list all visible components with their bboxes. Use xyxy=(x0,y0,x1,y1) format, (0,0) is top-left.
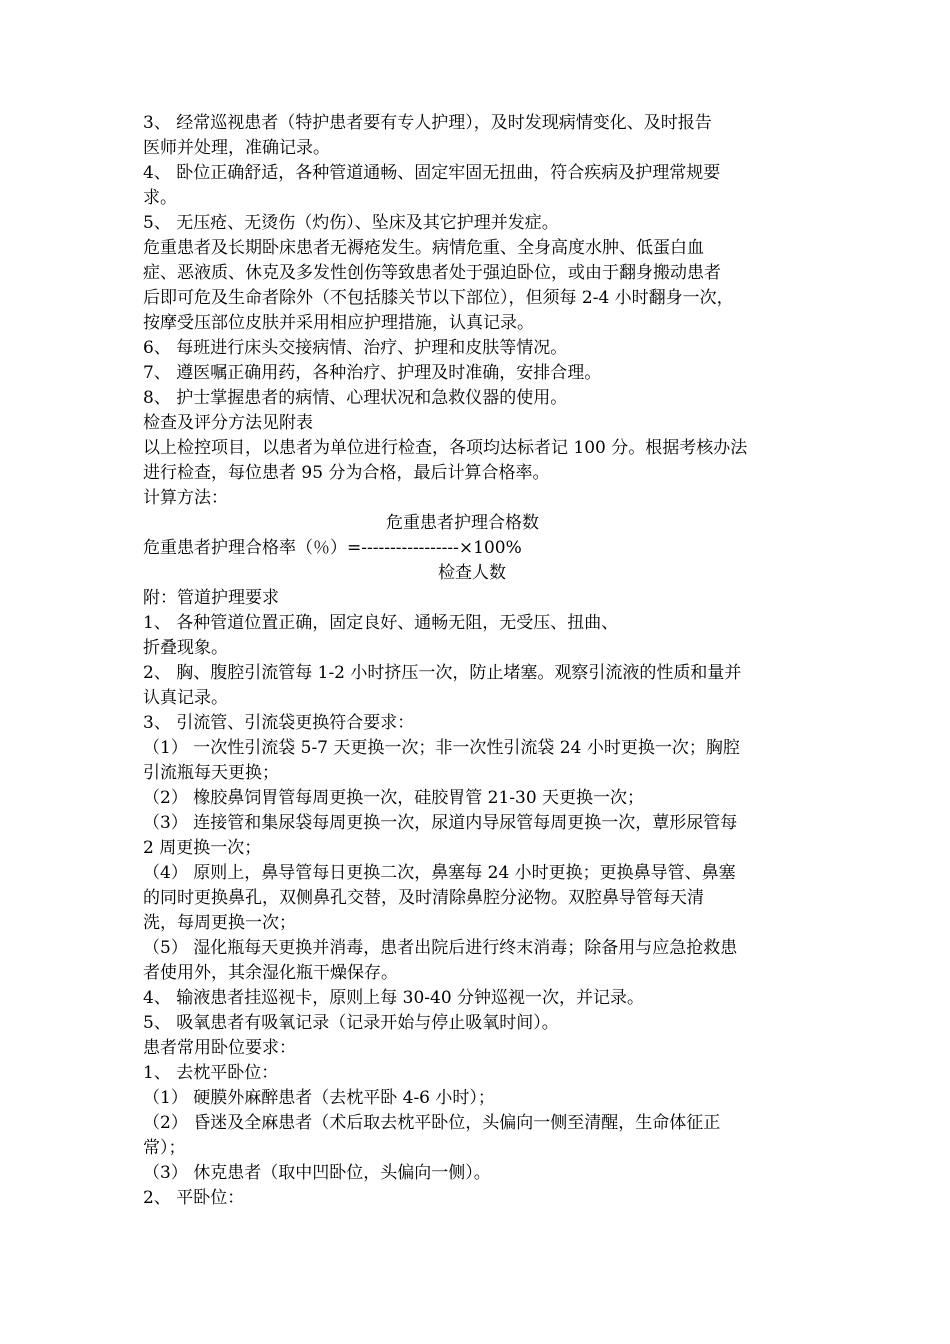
text-line: 医师并处理，准确记录。 xyxy=(143,138,330,158)
text-line: 2 周更换一次； xyxy=(143,838,262,858)
text-line: 5、 吸氧患者有吸氧记录（记录开始与停止吸氧时间）。 xyxy=(143,1013,559,1033)
text-line: （1） 硬膜外麻醉患者（去枕平卧 4-6 小时）； xyxy=(143,1088,495,1108)
text-line: 引流瓶每天更换； xyxy=(143,763,279,783)
text-line: 者使用外，其余湿化瓶干燥保存。 xyxy=(143,963,398,983)
text-line: （5） 湿化瓶每天更换并消毒，患者出院后进行终末消毒；除备用与应急抢救患 xyxy=(143,938,738,958)
formula-numerator: 危重患者护理合格数 xyxy=(386,513,539,533)
text-line: 2、 平卧位： xyxy=(143,1188,245,1208)
formula-denominator: 检查人数 xyxy=(438,563,506,583)
text-line: 1、 各种管道位置正确，固定良好、通畅无阻，无受压、扭曲、 xyxy=(143,613,619,633)
text-line: 4、 输液患者挂巡视卡，原则上每 30-40 分钟巡视一次，并记录。 xyxy=(143,988,645,1008)
text-block-upper xyxy=(143,111,812,511)
text-line: 3、 经常巡视患者（特护患者要有专人护理），及时发现病情变化、及时报告 xyxy=(143,113,712,133)
formula-block xyxy=(143,511,812,586)
text-line: 3、 引流管、引流袋更换符合要求： xyxy=(143,713,415,733)
text-line: 附：管道护理要求 xyxy=(143,588,279,608)
text-line: 检查及评分方法见附表 xyxy=(143,413,313,433)
text-line: 患者常用卧位要求： xyxy=(143,1038,296,1058)
text-line: 5、 无压疮、无烫伤（灼伤）、坠床及其它护理并发症。 xyxy=(143,213,559,233)
text-line: （2） 昏迷及全麻患者（术后取去枕平卧位，头偏向一侧至清醒，生命体征正 xyxy=(143,1113,721,1133)
text-line: 计算方法： xyxy=(143,488,228,508)
text-line: 折叠现象。 xyxy=(143,638,228,658)
text-line: 后即可危及生命者除外（不包括膝关节以下部位），但须每 2-4 小时翻身一次， xyxy=(143,288,734,308)
text-line: （4） 原则上，鼻导管每日更换二次，鼻塞每 24 小时更换；更换鼻导管、鼻塞 xyxy=(143,863,736,883)
text-line: 7、 遵医嘱正确用药，各种治疗、护理及时准确，安排合理。 xyxy=(143,363,602,383)
text-line: （1） 一次性引流袋 5-7 天更换一次；非一次性引流袋 24 小时更换一次；胸腔 xyxy=(143,738,740,758)
text-line: 1、 去枕平卧位： xyxy=(143,1063,279,1083)
text-line: 8、 护士掌握患者的病情、心理状况和急救仪器的使用。 xyxy=(143,388,568,408)
text-line: 洗，每周更换一次； xyxy=(143,913,296,933)
text-line: 症、恶液质、休克及多发性创伤等致患者处于强迫卧位，或由于翻身搬动患者 xyxy=(143,263,721,283)
text-line: 6、 每班进行床头交接病情、治疗、护理和皮肤等情况。 xyxy=(143,338,568,358)
text-line: 危重患者及长期卧床患者无褥疮发生。病情危重、全身高度水肿、低蛋白血 xyxy=(143,238,704,258)
text-line: （3） 连接管和集尿袋每周更换一次，尿道内导尿管每周更换一次，蕈形尿管每 xyxy=(143,813,738,833)
text-line: 的同时更换鼻孔，双侧鼻孔交替，及时清除鼻腔分泌物。双腔鼻导管每天清 xyxy=(143,888,704,908)
text-line: 按摩受压部位皮肤并采用相应护理措施，认真记录。 xyxy=(143,313,534,333)
formula-main: 危重患者护理合格率（％）=-----------------×100% xyxy=(143,538,522,558)
text-line: 以上检控项目，以患者为单位进行检查，各项均达标者记 100 分。根据考核办法 xyxy=(143,438,748,458)
text-line: 认真记录。 xyxy=(143,688,228,708)
text-line: 求。 xyxy=(143,188,177,208)
text-line: （2） 橡胶鼻饲胃管每周更换一次，硅胶胃管 21-30 天更换一次； xyxy=(143,788,645,808)
text-line: 4、 卧位正确舒适，各种管道通畅、固定牢固无扭曲，符合疾病及护理常规要 xyxy=(143,163,721,183)
text-line: 常）； xyxy=(143,1138,186,1158)
text-line: 2、 胸、腹腔引流管每 1-2 小时挤压一次，防止堵塞。观察引流液的性质和量并 xyxy=(143,663,742,683)
text-line: （3） 休克患者（取中凹卧位，头偏向一侧）。 xyxy=(143,1163,491,1183)
text-line: 进行检查，每位患者 95 分为合格，最后计算合格率。 xyxy=(143,463,550,483)
text-block-lower xyxy=(143,586,812,1211)
